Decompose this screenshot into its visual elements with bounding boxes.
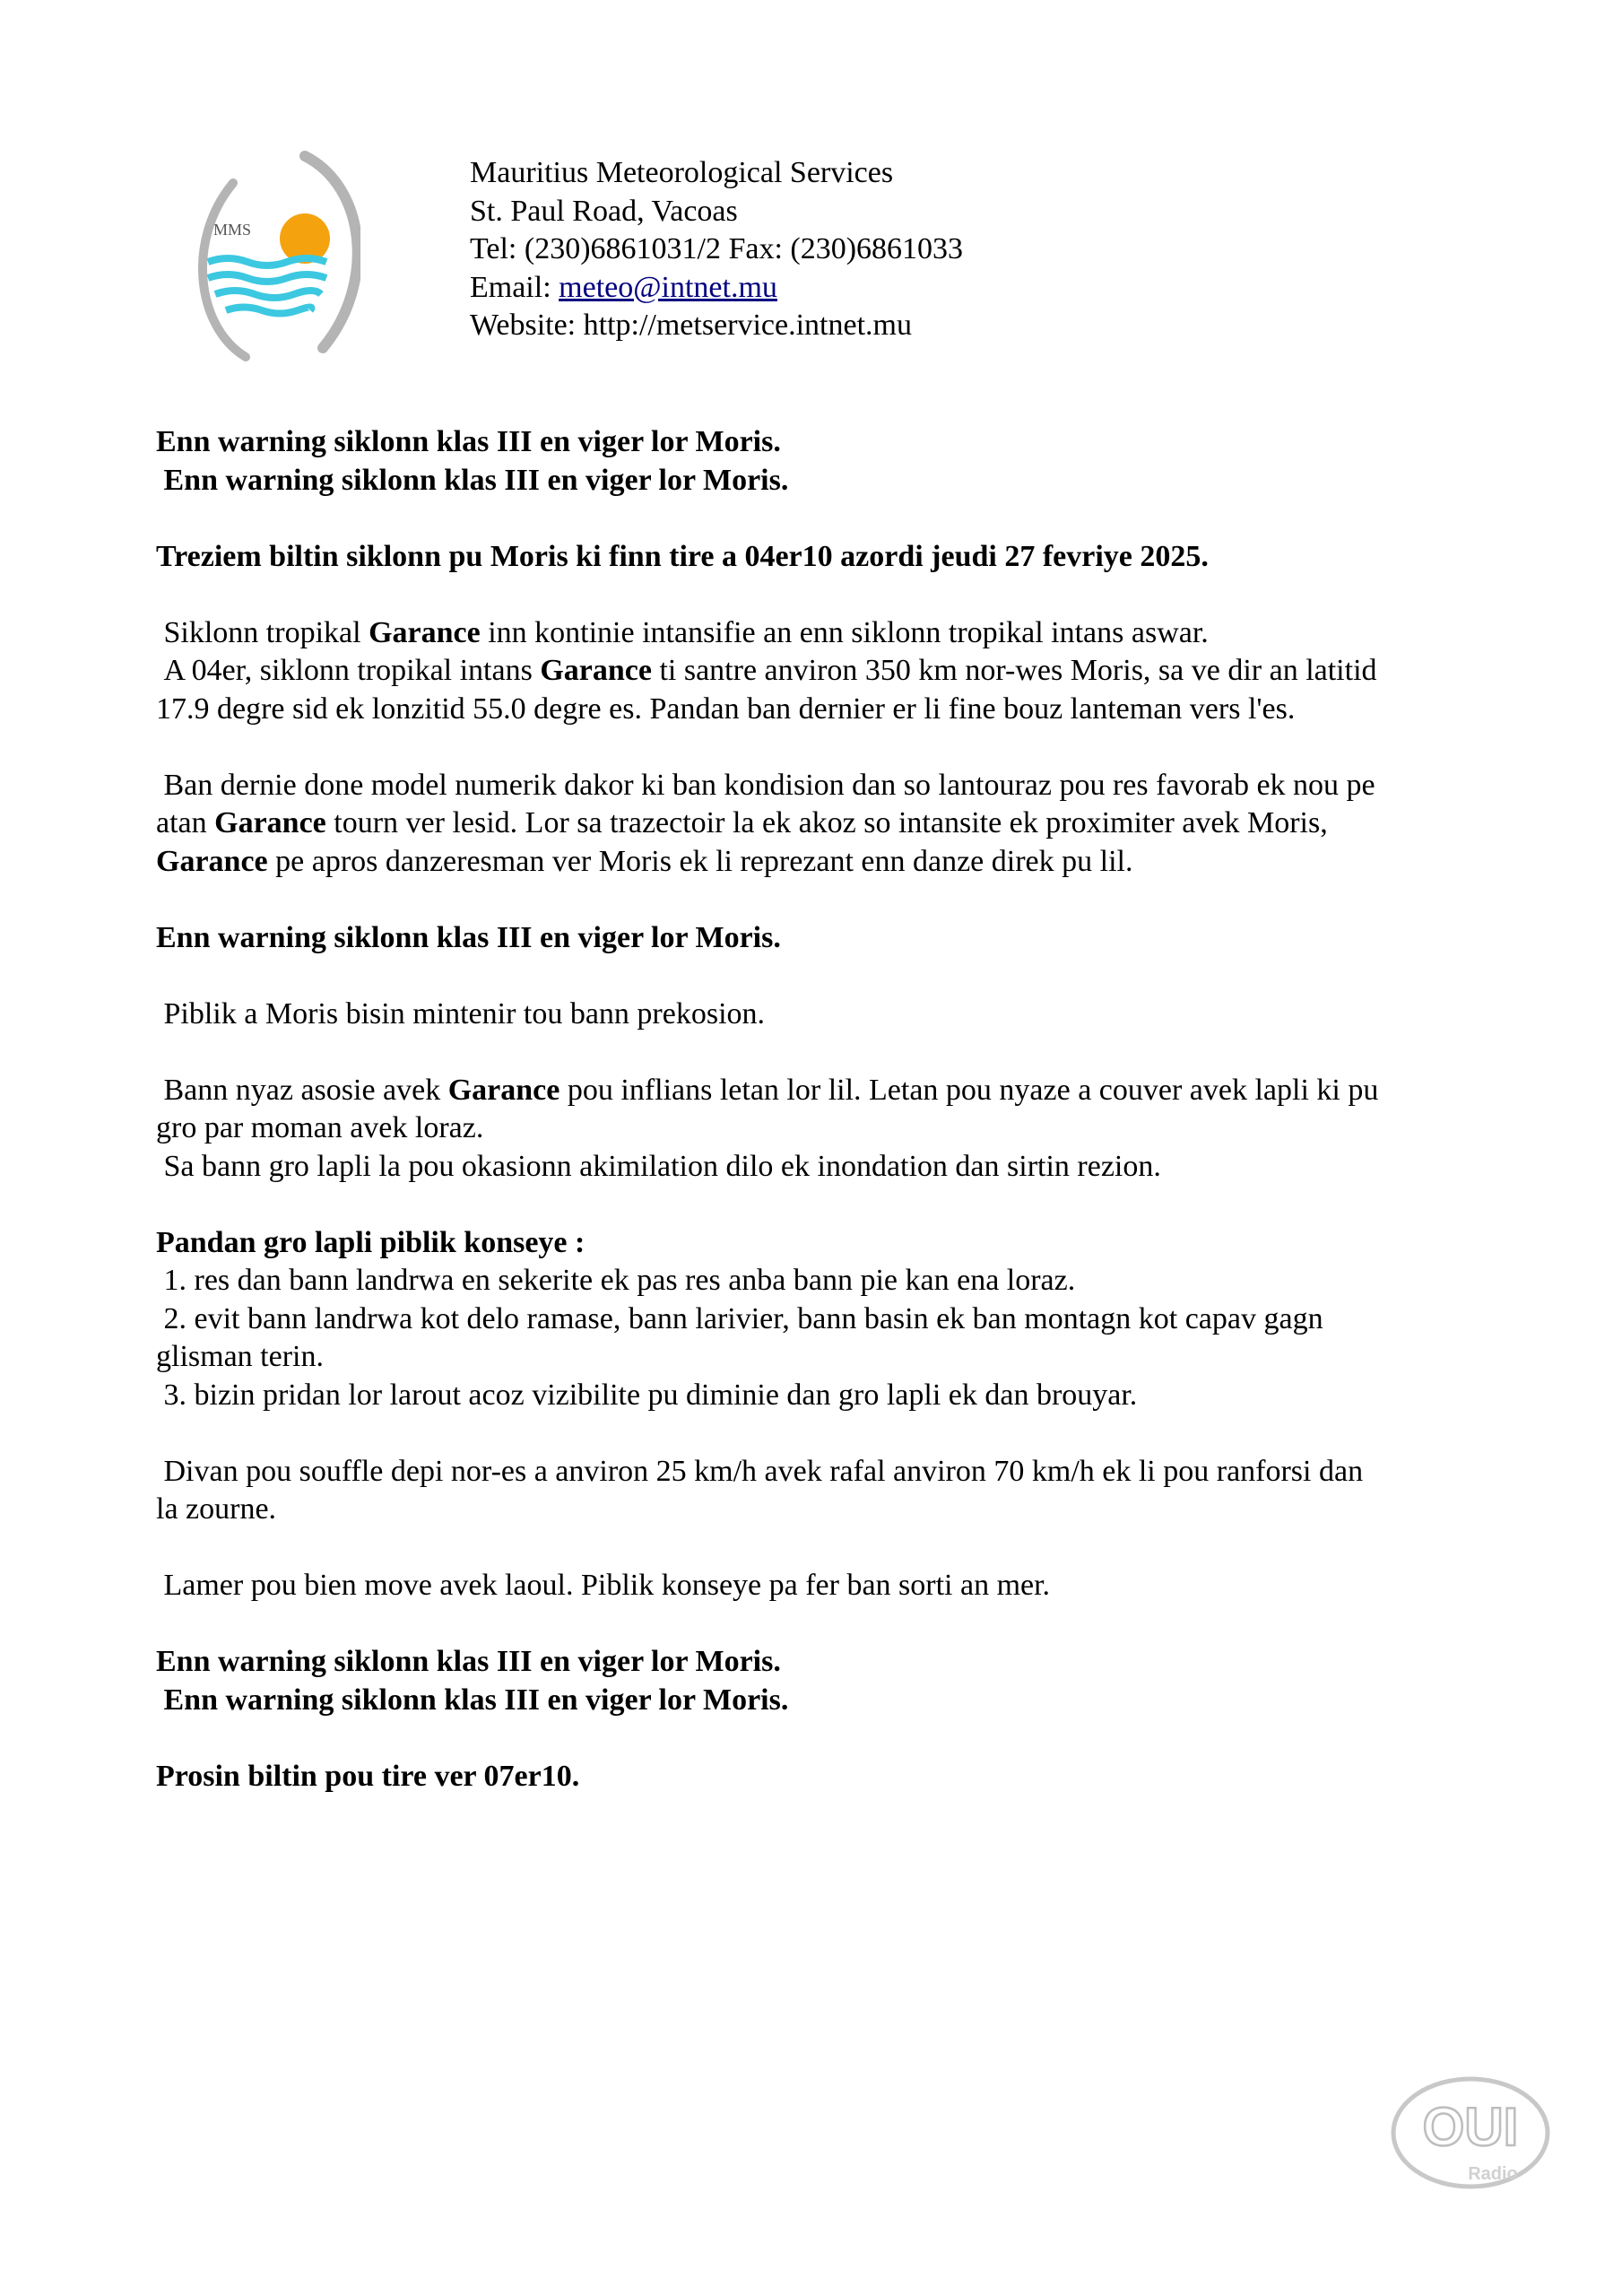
mms-logo	[190, 149, 360, 364]
cyclone-name: Garance	[540, 654, 652, 687]
paragraph-line: Sa bann gro lapli la pou okasionn akimilation dilo ek inondation dan sirtin rezion.	[156, 1149, 1161, 1183]
org-address: St. Paul Road, Vacoas	[470, 194, 738, 228]
paragraph-line: Garance pe apros danzeresman ver Moris ek li reprezant enn danze direk pu lil.	[156, 844, 1133, 878]
advice-item: 1. res dan bann landrwa en sekerite ek pas res anba bann pie kan ena loraz.	[156, 1264, 1076, 1297]
paragraph-line: gro par moman avek loraz.	[156, 1111, 484, 1144]
advice-item: 3. bizin pridan lor larout acoz vizibilite pu diminie dan gro lapli ek dan brouyar.	[156, 1378, 1138, 1412]
org-tel-fax: Tel: (230)6861031/2 Fax: (230)6861033	[470, 232, 964, 265]
warning-line: Enn warning siklonn klas III en viger lor Moris.	[156, 1645, 781, 1678]
watermark-subtext: Radio	[1468, 2164, 1518, 2184]
paragraph-line: atan Garance tourn ver lesid. Lor sa trazectoir la ek akoz so intansite ek proximiter avek Moris,	[156, 806, 1328, 839]
email-label: Email:	[470, 270, 559, 304]
cyclone-name: Garance	[156, 844, 268, 878]
bulletin-body	[156, 423, 1483, 1796]
warning-line: Enn warning siklonn klas III en viger lor Moris.	[156, 463, 789, 497]
logo-text: MMS	[213, 221, 252, 239]
advice-item: glisman terin.	[156, 1340, 324, 1373]
cyclone-name: Garance	[369, 615, 481, 649]
cyclone-name: Garance	[447, 1073, 560, 1107]
warning-line: Enn warning siklonn klas III en viger lor Moris.	[156, 425, 781, 458]
oui-radio-watermark	[1385, 2070, 1556, 2196]
watermark-text: OUI	[1422, 2097, 1519, 2157]
next-bulletin: Prosin biltin pou tire ver 07er10.	[156, 1759, 580, 1793]
paragraph-line: 17.9 degre sid ek lonzitid 55.0 degre es. Pandan ban dernier er li fine bouz lanteman vers l'es.	[156, 691, 1296, 726]
advice-heading: Pandan gro lapli piblik konseye :	[156, 1225, 585, 1259]
paragraph-line: Piblik a Moris bisin mintenir tou bann prekosion.	[156, 996, 766, 1031]
email-link[interactable]: meteo@intnet.mu	[559, 270, 777, 304]
paragraph-line: Divan pou souffle depi nor-es a anviron 25 km/h avek rafal anviron 70 km/h ek li pou ranforsi dan	[156, 1454, 1364, 1488]
paragraph-line: Ban dernie done model numerik dakor ki ban kondision dan so lantouraz pou res favorab ek nou pe	[156, 768, 1375, 802]
letterhead	[470, 154, 963, 345]
paragraph-line: Bann nyaz asosie avek Garance pou inflians letan lor lil. Letan pou nyaze a couver avek lapli ki pu	[156, 1073, 1379, 1107]
paragraph-line: A 04er, siklonn tropikal intans Garance ti santre anviron 350 km nor-wes Moris, sa ve dir an latitid	[156, 654, 1377, 687]
cyclone-name: Garance	[214, 806, 326, 839]
paragraph-line: la zourne.	[156, 1492, 277, 1526]
warning-line: Enn warning siklonn klas III en viger lor Moris.	[156, 920, 781, 954]
org-name: Mauritius Meteorological Services	[470, 156, 894, 189]
paragraph-line: Siklonn tropikal Garance inn kontinie intansifie an enn siklonn tropikal intans aswar.	[156, 615, 1209, 649]
paragraph-line: Lamer pou bien move avek laoul. Piblik konseye pa fer ban sorti an mer.	[156, 1569, 1051, 1602]
advice-item: 2. evit bann landrwa kot delo ramase, bann larivier, bann basin ek ban montagn kot capav gagn	[156, 1301, 1323, 1335]
org-website: Website: http://metservice.intnet.mu	[470, 309, 912, 342]
org-email-line	[470, 269, 963, 308]
warning-line: Enn warning siklonn klas III en viger lor Moris.	[156, 1683, 789, 1717]
bulletin-heading: Treziem biltin siklonn pu Moris ki finn tire a 04er10 azordi jeudi 27 fevriye 2025.	[156, 539, 1209, 573]
